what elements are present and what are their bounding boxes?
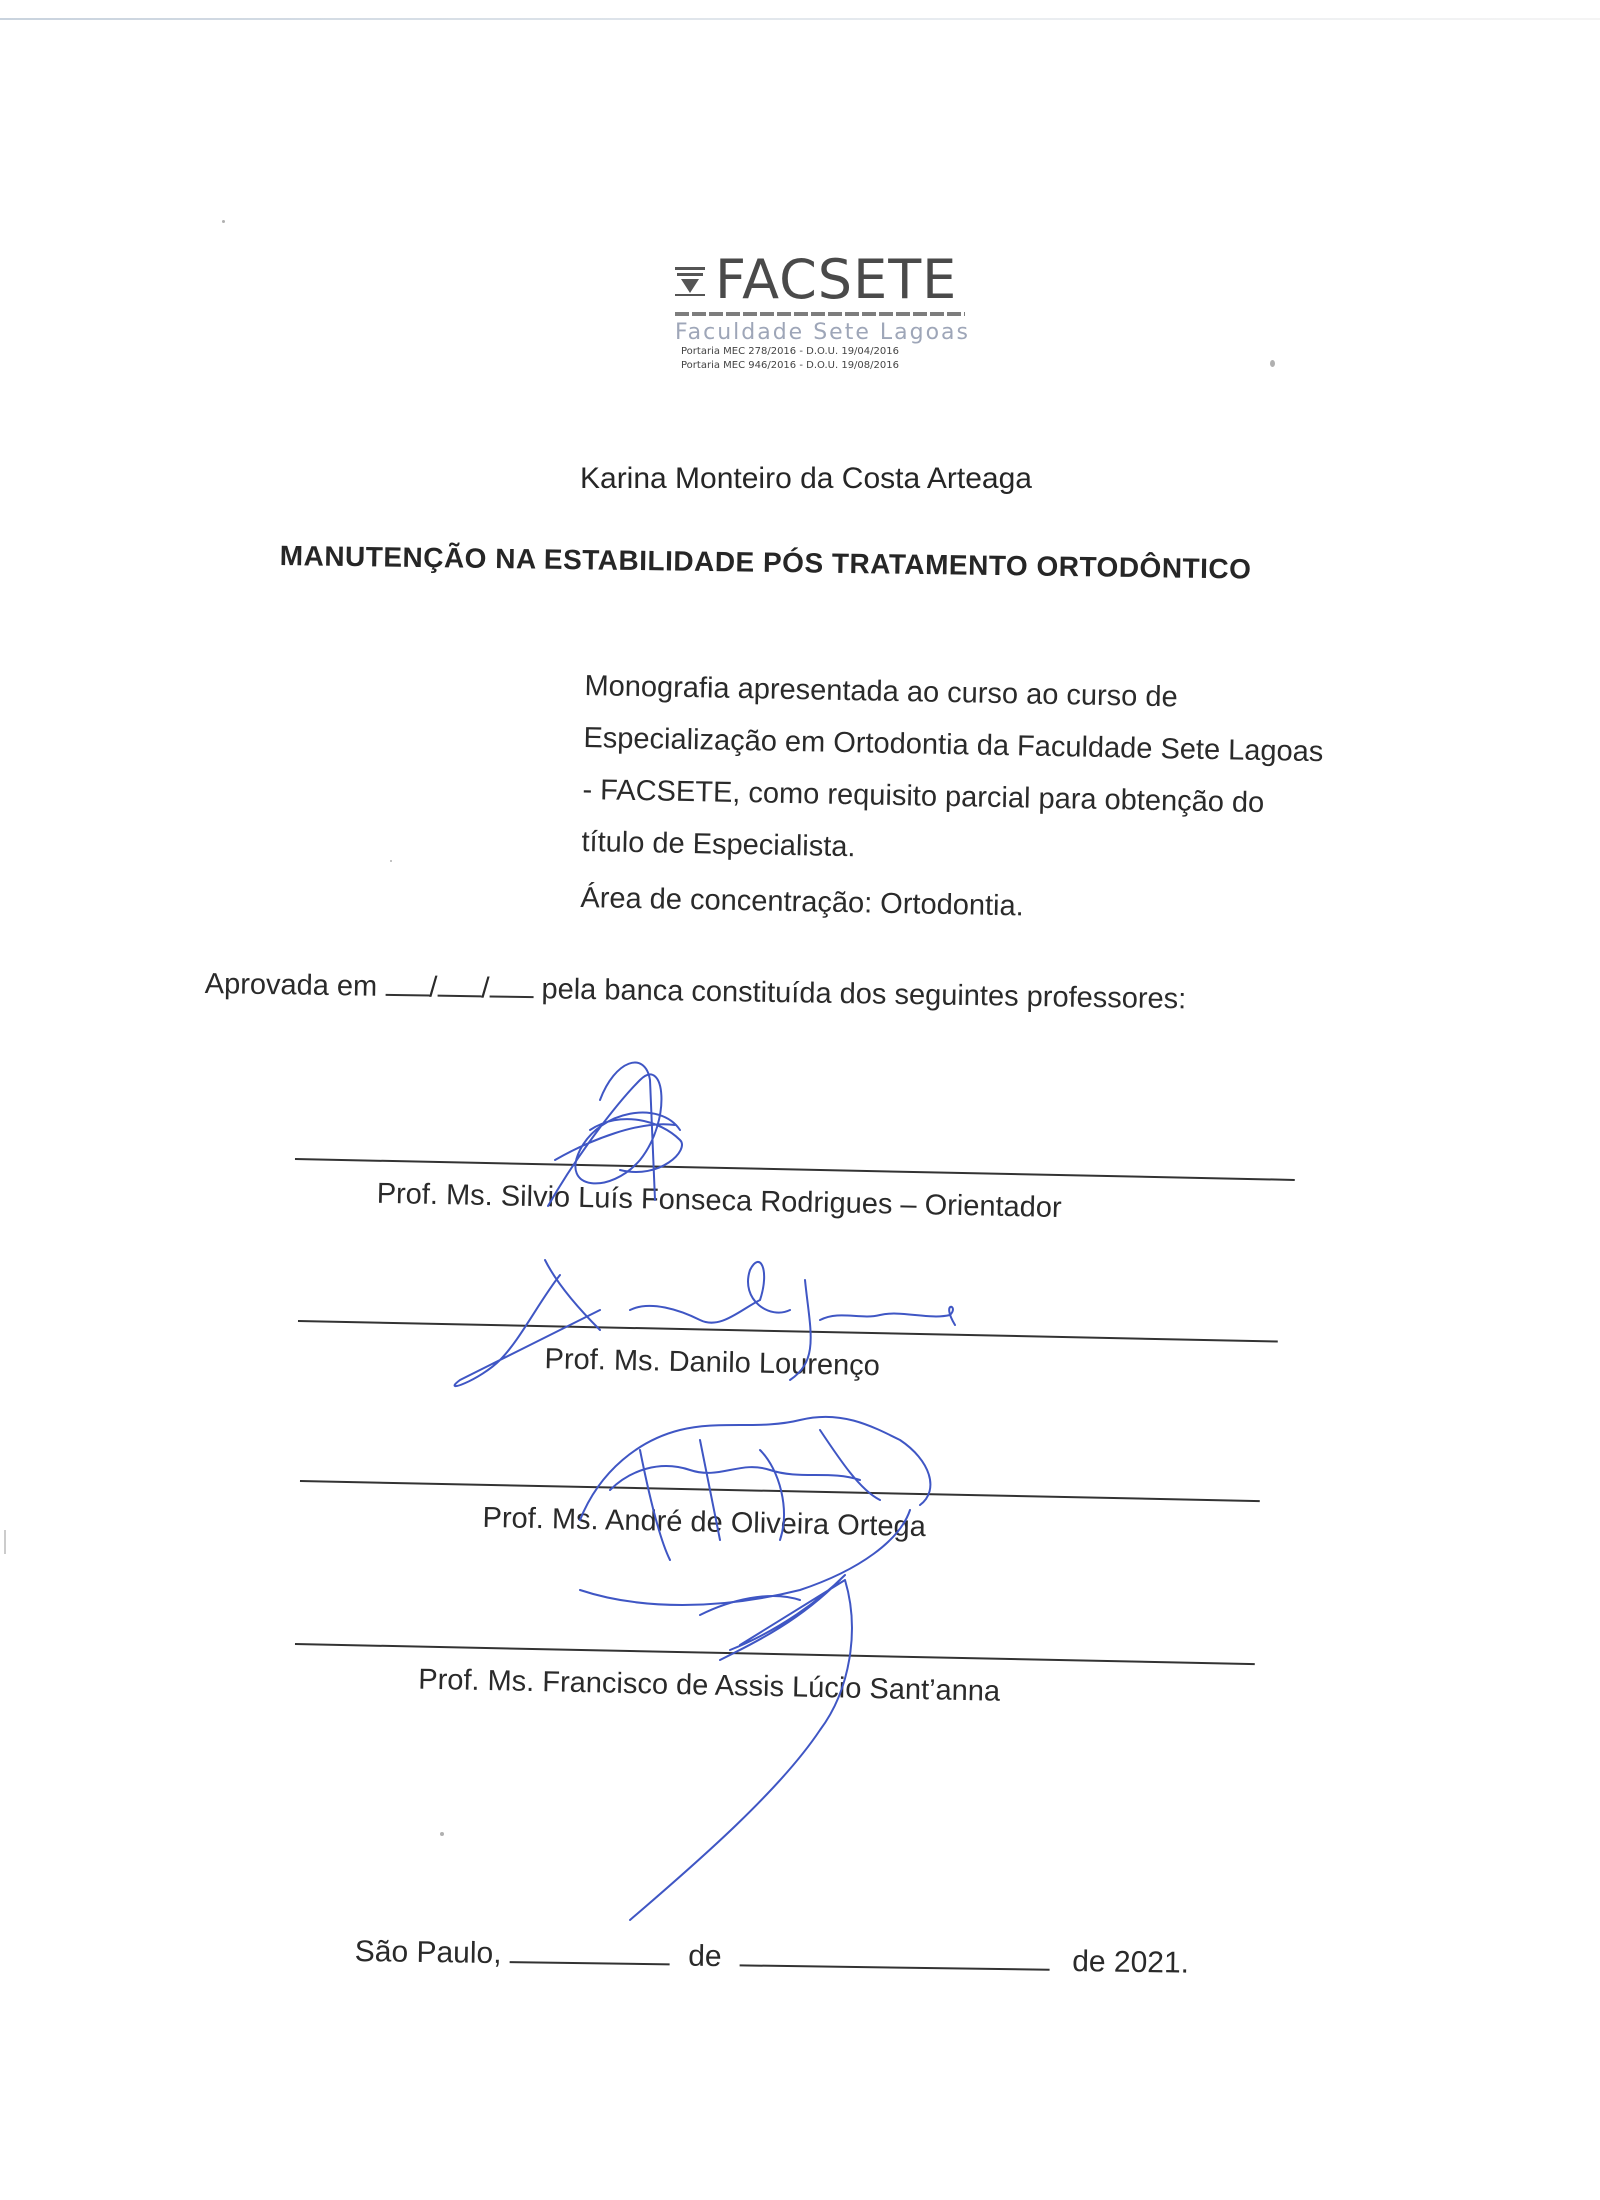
signature-block-4 bbox=[294, 1643, 1255, 1714]
month-blank bbox=[437, 994, 481, 998]
signature-line bbox=[300, 1480, 1260, 1502]
signature-line bbox=[295, 1158, 1295, 1181]
signature-line bbox=[298, 1320, 1278, 1343]
board-member-name: Prof. Ms. André de Oliveira Ortega bbox=[482, 1501, 927, 1544]
date-slash: / bbox=[429, 971, 438, 1004]
document-title: MANUTENÇÃO NA ESTABILIDADE PÓS TRATAMENTO ORTODÔNTICO bbox=[279, 540, 1252, 585]
signature-4 bbox=[630, 1575, 852, 1920]
board-member-name: Prof. Ms. Danilo Lourenço bbox=[544, 1343, 881, 1383]
scan-speck bbox=[440, 1832, 444, 1836]
signature-block-1 bbox=[294, 1158, 1295, 1230]
scan-edge bbox=[0, 18, 1600, 20]
scan-speck bbox=[390, 860, 392, 862]
author-name: Karina Monteiro da Costa Arteaga bbox=[580, 462, 1032, 495]
day-blank bbox=[510, 1960, 670, 1965]
year-blank bbox=[489, 994, 533, 998]
abstract-line: Especialização em Ortodontia da Faculdade Sete Lagoas bbox=[583, 721, 1324, 769]
closing-line bbox=[355, 1935, 1190, 1981]
date-slash: / bbox=[481, 972, 490, 1005]
signature-block-2 bbox=[297, 1320, 1278, 1392]
abstract-line: - FACSETE, como requisito parcial para obtenção do bbox=[582, 773, 1265, 820]
board-member-name: Prof. Ms. Francisco de Assis Lúcio Sant’anna bbox=[417, 1663, 1001, 1708]
signature-block-3 bbox=[299, 1480, 1260, 1551]
facsete-emblem-icon bbox=[675, 263, 705, 297]
date-year: de 2021. bbox=[1072, 1945, 1190, 1980]
logo-divider bbox=[675, 312, 965, 316]
approval-prefix: Aprovada em bbox=[204, 968, 378, 1003]
logo-name: FACSETE bbox=[715, 248, 958, 311]
facsete-logo bbox=[675, 250, 975, 373]
concentration-area: Área de concentração: Ortodontia. bbox=[580, 881, 1024, 923]
scan-speck bbox=[4, 1530, 6, 1554]
board-member-name: Prof. Ms. Silvio Luís Fonseca Rodrigues – Orientador bbox=[376, 1177, 1062, 1225]
signature-line bbox=[295, 1643, 1255, 1665]
abstract-line: título de Especialista. bbox=[581, 825, 856, 864]
approval-statement bbox=[204, 968, 1186, 1016]
abstract bbox=[580, 660, 1405, 940]
scan-speck bbox=[1270, 360, 1275, 367]
logo-portaria-1: Portaria MEC 278/2016 - D.O.U. 19/04/2016 bbox=[681, 346, 899, 357]
city: São Paulo, bbox=[354, 1935, 502, 1971]
logo-portaria-2: Portaria MEC 946/2016 - D.O.U. 19/08/2016 bbox=[681, 360, 899, 371]
approval-suffix: pela banca constituída dos seguintes professores: bbox=[541, 973, 1187, 1016]
abstract-line: Monografia apresentada ao curso ao curso de bbox=[584, 669, 1178, 714]
month-blank bbox=[740, 1963, 1050, 1970]
scan-speck bbox=[222, 220, 225, 223]
date-de: de bbox=[687, 1939, 722, 1974]
logo-subtitle: Faculdade Sete Lagoas bbox=[675, 320, 970, 345]
day-blank bbox=[385, 993, 429, 997]
